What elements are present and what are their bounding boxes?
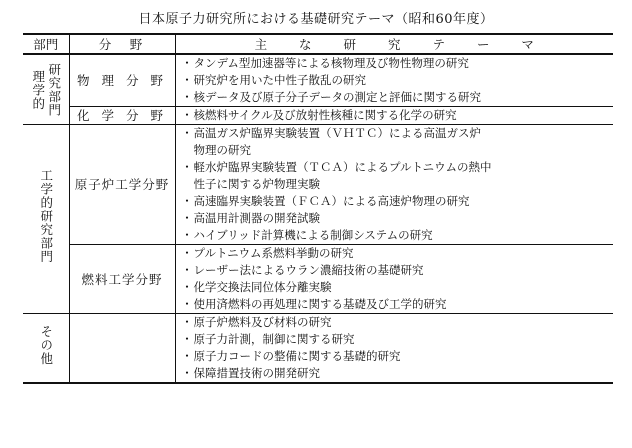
- theme-cell: [175, 245, 613, 314]
- field-cell: 燃料工学分野: [69, 245, 175, 314]
- theme-item: [181, 210, 614, 227]
- theme-item: [181, 314, 614, 331]
- dept-label-line: 研究部門: [46, 62, 62, 117]
- theme-text: 軽水炉臨界実験装置（ＴＣＡ）によるプルトニウムの熱中: [193, 160, 492, 174]
- theme-text: ハイブリッド計算機による制御システムの研究: [193, 228, 433, 242]
- theme-text: 原子炉燃料及び材料の研究: [193, 315, 332, 329]
- bullet-mark: ・: [181, 194, 193, 208]
- bullet-mark: ・: [181, 297, 193, 311]
- bullet-mark: ・: [181, 228, 193, 242]
- theme-text: 高速臨界実験装置（ＦＣＡ）による高速炉物理の研究: [193, 194, 470, 208]
- table-body: [23, 54, 613, 383]
- theme-item: [181, 193, 614, 210]
- table-header-row: [23, 34, 613, 54]
- theme-text: 化学交換法同位体分離実験: [193, 280, 332, 294]
- theme-item: [181, 159, 614, 176]
- table-row: [23, 125, 613, 245]
- research-theme-table: [23, 33, 613, 384]
- theme-item: [181, 331, 614, 348]
- bullet-mark: ・: [181, 263, 193, 277]
- theme-item: [181, 296, 614, 313]
- theme-cell: [175, 107, 613, 125]
- theme-text: 高温ガス炉臨界実験装置（ＶＨＴＣ）による高温ガス炉: [193, 126, 481, 140]
- field-cell: [69, 314, 175, 384]
- dept-cell: [23, 314, 69, 384]
- theme-text: 核データ及び原子分子データの測定と評価に関する研究: [193, 90, 481, 104]
- table-row: [23, 54, 613, 107]
- dept-label-line: その他: [38, 325, 54, 366]
- theme-item: [181, 125, 614, 142]
- theme-cell: [175, 54, 613, 107]
- dept-label: [38, 169, 54, 267]
- theme-item: [181, 89, 614, 106]
- table-row: [23, 107, 613, 125]
- table-row: [23, 314, 613, 384]
- theme-cell: [175, 314, 613, 384]
- bullet-mark: ・: [181, 366, 193, 380]
- theme-text: 物理の研究: [193, 143, 251, 157]
- bullet-mark: ・: [181, 332, 193, 346]
- document-title: 日本原子力研究所における基礎研究テーマ（昭和60年度）: [138, 12, 494, 27]
- bullet-mark: ・: [181, 73, 193, 87]
- bullet-mark: ・: [181, 246, 193, 260]
- field-cell: 物 理 分 野: [69, 54, 175, 107]
- theme-item: [181, 107, 614, 124]
- dept-label-line: 工学的研究部門: [38, 169, 54, 264]
- theme-item: [181, 245, 614, 262]
- theme-item-continued: [181, 176, 614, 193]
- theme-item-continued: [181, 142, 614, 159]
- dept-label: [38, 325, 54, 369]
- theme-cell: [175, 125, 613, 245]
- theme-text: 原子力コードの整備に関する基礎的研究: [193, 349, 401, 363]
- dept-cell: [23, 54, 69, 125]
- bullet-mark: ・: [181, 160, 193, 174]
- bullet-mark: ・: [181, 315, 193, 329]
- theme-text: タンデム型加速器等による核物理及び物性物理の研究: [193, 56, 469, 70]
- theme-item: [181, 348, 614, 365]
- theme-text: 高温用計測器の開発試験: [193, 211, 320, 225]
- theme-text: 使用済燃料の再処理に関する基礎及び工学的研究: [193, 297, 447, 311]
- dept-label-line: 理学的: [30, 69, 46, 110]
- theme-item: [181, 279, 614, 296]
- theme-text: プルトニウム系燃料挙動の研究: [193, 246, 354, 260]
- dept-cell: [23, 125, 69, 314]
- header-theme: 主 な 研 究 テ ー マ: [175, 34, 613, 54]
- theme-item: [181, 227, 614, 244]
- theme-item: [181, 72, 614, 89]
- theme-text: 原子力計測，制御に関する研究: [193, 332, 355, 346]
- bullet-mark: ・: [181, 108, 193, 122]
- theme-item: [181, 262, 614, 279]
- field-cell: 原子炉工学分野: [69, 125, 175, 245]
- field-cell: 化 学 分 野: [69, 107, 175, 125]
- bullet-mark: ・: [181, 349, 193, 363]
- bullet-mark: ・: [181, 56, 193, 70]
- theme-text: 性子に関する炉物理実験: [193, 177, 320, 191]
- theme-text: レーザー法によるウラン濃縮技術の基礎研究: [193, 263, 424, 277]
- bullet-mark: ・: [181, 90, 193, 104]
- header-field: 分 野: [69, 34, 175, 54]
- dept-label: [31, 63, 61, 117]
- theme-item: [181, 365, 614, 382]
- bullet-mark: ・: [181, 126, 193, 140]
- theme-text: 核燃料サイクル及び放射性核種に関する化学の研究: [193, 108, 457, 122]
- theme-text: 保障措置技術の開発研究: [193, 366, 320, 380]
- header-dept: 部門: [23, 34, 69, 54]
- bullet-mark: ・: [181, 280, 193, 294]
- table-row: [23, 245, 613, 314]
- theme-text: 研究炉を用いた中性子散乱の研究: [193, 73, 366, 87]
- theme-item: [181, 55, 614, 72]
- bullet-mark: ・: [181, 211, 193, 225]
